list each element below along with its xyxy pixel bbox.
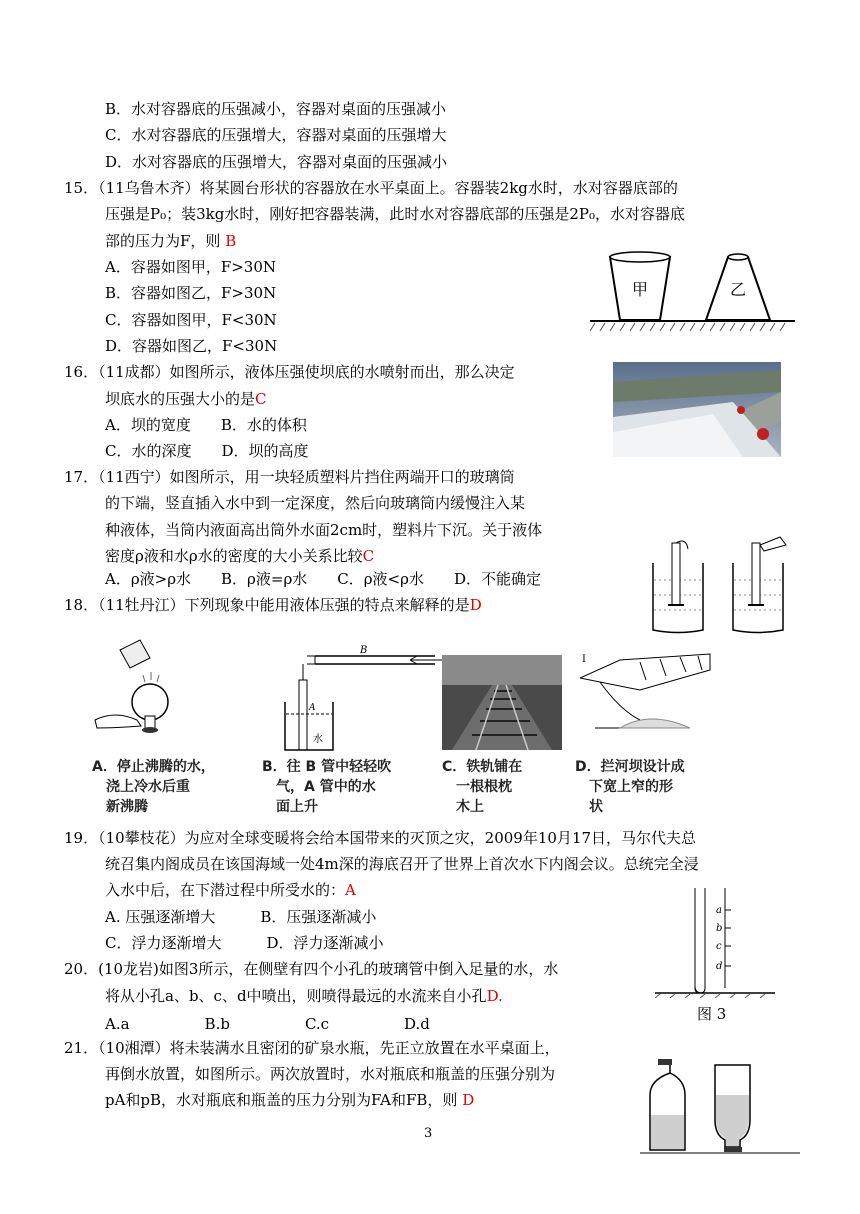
q15-stem-1: 15．（11乌鲁木齐）将某圆台形状的容器放在水平桌面上。容器装2kg水时，水对容器底部的 xyxy=(64,179,678,197)
q15-stem-2: 压强是P₀；装3kg水时，刚好把容器装满，此时水对容器底部的压强是2P₀，水对容器底 xyxy=(105,205,685,223)
q14-option-c: C．水对容器底的压强增大，容器对桌面的压强增大 xyxy=(105,126,447,144)
q21-stem-3: pA和pB，水对瓶底和瓶盖的压力分别为FA和FB，则 D xyxy=(105,1091,475,1109)
q20-stem-2: 将从小孔a、b、c、d中喷出，则喷得最远的水流来自小孔D. xyxy=(105,987,503,1005)
dam-mark: I xyxy=(582,654,586,665)
q19-options-1: A. 压强逐渐增大 B．压强逐渐减小 xyxy=(105,908,377,926)
q15-option-d: D．容器如图乙，F<30N xyxy=(105,337,278,355)
q14-option-b: B．水对容器底的压强减小，容器对桌面的压强减小 xyxy=(105,100,447,118)
page-number: 3 xyxy=(424,1126,433,1141)
q17-stem-4: 密度ρ液和水ρ水的密度的大小关系比较C xyxy=(105,547,375,565)
hole-a-label: a xyxy=(716,905,722,916)
q18-fig-c-railway-photo xyxy=(442,655,562,750)
q21-answer: D xyxy=(462,1091,475,1109)
q16-answer: C xyxy=(255,390,267,408)
q15-option-b: B．容器如图乙，F>30N xyxy=(105,284,277,302)
q15-option-a: A．容器如图甲，F>30N xyxy=(105,258,277,276)
hole-c-label: c xyxy=(716,941,722,952)
q18-fig-d-dam xyxy=(580,650,720,740)
q15-option-c: C．容器如图甲，F<30N xyxy=(105,311,277,329)
tube-a-label: A xyxy=(309,703,316,713)
q15-answer: B xyxy=(225,232,237,250)
water-label: 水 xyxy=(313,734,323,745)
q14-option-d: D．水对容器底的压强增大，容器对桌面的压强减小 xyxy=(105,153,448,171)
q16-options-2: C．水的深度 D．坝的高度 xyxy=(105,442,309,460)
figure-3-caption: 图 3 xyxy=(697,1005,727,1023)
q20-stem-1: 20．(10龙岩)如图3所示，在侧壁有四个小孔的玻璃管中倒入足量的水，水 xyxy=(64,960,559,978)
hole-b-label: b xyxy=(716,923,723,934)
q17-beakers-figure xyxy=(648,535,798,637)
q18-caption-c: C．铁轨铺在 一根根枕 木上 xyxy=(442,759,523,815)
q17-options: A．ρ液>ρ水 B．ρ液=ρ水 C．ρ液<ρ水 D．不能确定 xyxy=(105,570,541,588)
tube-b-label: B xyxy=(360,645,368,656)
q15-stem-3: 部的压力为F，则 B xyxy=(105,232,237,250)
q17-answer: C xyxy=(362,547,375,565)
q19-options-2: C．浮力逐渐增大 D．浮力逐渐减小 xyxy=(105,934,384,952)
dam-photo xyxy=(613,362,781,457)
q20-options: A.a B.b C.c D.d xyxy=(105,1015,430,1033)
q21-stem-1: 21．（10湘潭）将未装满水且密闭的矿泉水瓶，先正立放置在水平桌面上， xyxy=(64,1039,560,1057)
q16-stem-1: 16．（11成都）如图所示，液体压强使坝底的水喷射而出，那么决定 xyxy=(64,363,515,381)
q16-stem-2: 坝底水的压强大小的是C xyxy=(105,390,267,408)
q15-containers-figure xyxy=(590,245,795,340)
q18-caption-a: A．停止沸腾的水， 浇上冷水后重 新沸腾 xyxy=(92,759,215,815)
q19-stem-2: 统召集内阁成员在该国海域一处4m深的海底召开了世界上首次水下内阁会议。总统完全浸 xyxy=(105,855,699,873)
q17-stem-1: 17．（11西宁）如图所示，用一块轻质塑料片挡住两端开口的玻璃筒 xyxy=(64,468,515,486)
q19-stem-3: 入水中后，在下潜过程中所受水的：A xyxy=(105,881,356,899)
label-jia: 甲 xyxy=(632,280,649,299)
q20-tube-figure xyxy=(655,888,815,998)
q18-fig-b-tubes xyxy=(265,642,450,754)
q18-fig-a-flask xyxy=(85,630,195,750)
q16-options-1: A．坝的宽度 B．水的体积 xyxy=(105,416,307,434)
label-yi: 乙 xyxy=(730,280,747,299)
q19-stem-1: 19．（10攀枝花）为应对全球变暖将会给本国带来的灭顶之灾，2009年10月17日，马尔代夫总 xyxy=(64,829,697,847)
q21-stem-2: 再倒水放置，如图所示。两次放置时，水对瓶底和瓶盖的压强分别为 xyxy=(105,1065,556,1083)
q18-stem: 18．（11牡丹江）下列现象中能用液体压强的特点来解释的是D xyxy=(64,596,482,614)
q21-bottles-figure xyxy=(640,1055,800,1155)
q17-stem-3: 种液体，当筒内液面高出筒外水面2cm时，塑料片下沉。关于液体 xyxy=(105,521,543,539)
q19-answer: A xyxy=(345,881,356,899)
q20-answer: D. xyxy=(486,987,503,1005)
hole-d-label: d xyxy=(716,961,723,972)
q18-caption-b: B．往 B 管中轻轻吹 气，A 管中的水 面上升 xyxy=(262,759,392,815)
q18-answer: D xyxy=(469,596,482,614)
q18-caption-d: D．拦河坝设计成 下宽上窄的形 状 xyxy=(575,759,685,815)
q17-stem-2: 的下端，竖直插入水中到一定深度，然后向玻璃筒内缓慢注入某 xyxy=(105,494,526,512)
